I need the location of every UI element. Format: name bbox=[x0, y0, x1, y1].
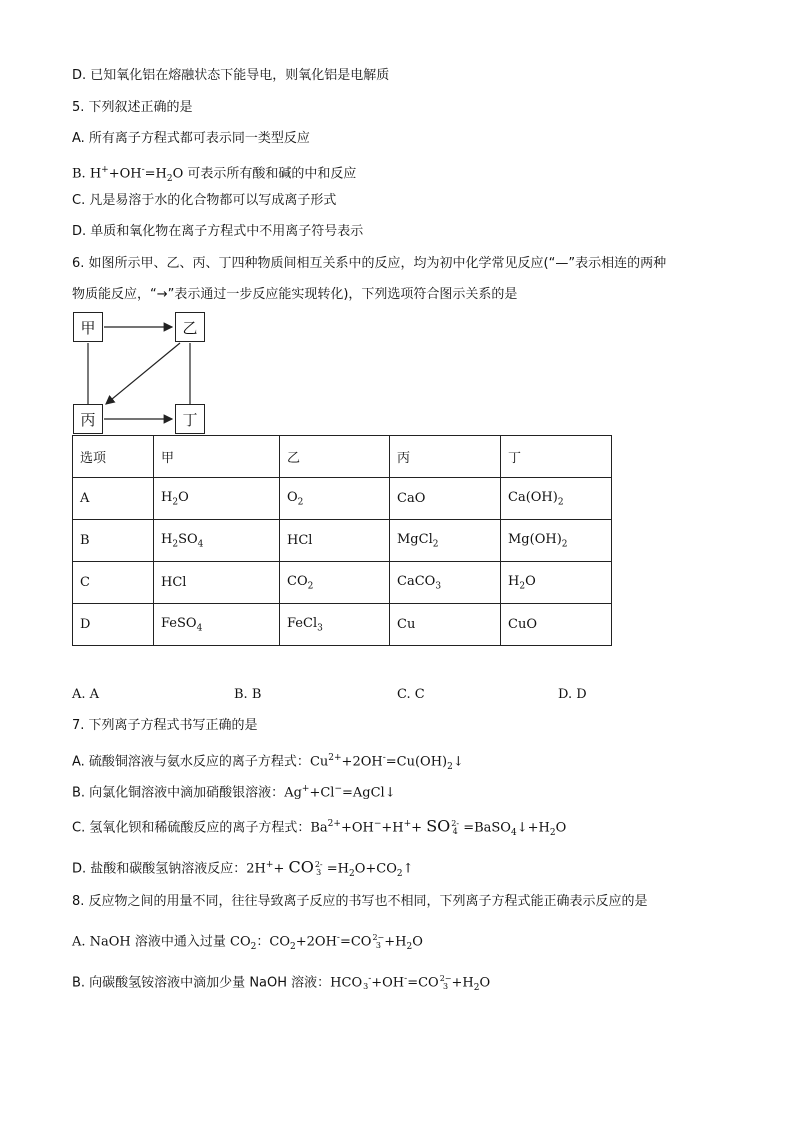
node-jia: 甲 bbox=[73, 312, 103, 342]
table-cell: A bbox=[73, 478, 154, 520]
table-header: 甲 bbox=[154, 436, 280, 478]
arrow-yi-bing bbox=[106, 343, 180, 404]
table-header: 丙 bbox=[390, 436, 501, 478]
table-cell: CaCO$_3$ bbox=[390, 562, 501, 604]
table-header: 乙 bbox=[280, 436, 390, 478]
node-yi: 乙 bbox=[175, 312, 205, 342]
answer-option-c[interactable]: C. C bbox=[397, 687, 425, 702]
q8-option-b: B. 向碳酸氢铵溶液中滴加少量 NaOH 溶液：HCO 3-+OH-=CO2− $3 +H_2O$ bbox=[72, 973, 491, 993]
q7-stem: 7. 下列离子方程式书写正确的是 bbox=[72, 718, 258, 733]
q6-stem-line2: 物质能反应，“→”表示通过一步反应能实现转化)，下列选项符合图示关系的是 bbox=[72, 287, 518, 302]
q5-option-b: B. $H^++OH^-=H_2O$ 可表示所有酸和碱的中和反应 bbox=[72, 165, 357, 184]
table-row bbox=[73, 478, 612, 520]
answer-option-b[interactable]: B. B bbox=[234, 687, 262, 702]
table-cell: B bbox=[73, 520, 154, 562]
table-cell: FeSO$_4$ bbox=[154, 604, 280, 646]
q8-stem: 8. 反应物之间的用量不同，往往导致离子反应的书写也不相同，下列离子方程式能正确表示反应的是 bbox=[72, 894, 648, 909]
table-cell: CaO bbox=[390, 478, 501, 520]
node-bing: 丙 bbox=[73, 404, 103, 434]
table-cell: FeCl$_3$ bbox=[280, 604, 390, 646]
table-cell: $CO_2$ bbox=[280, 562, 390, 604]
node-ding: 丁 bbox=[175, 404, 205, 434]
table-header: 选项 bbox=[73, 436, 154, 478]
table-cell: HCl bbox=[154, 562, 280, 604]
table-cell: Cu bbox=[390, 604, 501, 646]
answer-option-d[interactable]: D. D bbox=[558, 687, 587, 702]
q6-stem-line1: 6. 如图所示甲、乙、丙、丁四种物质间相互关系中的反应，均为初中化学常见反应(“—”表示相连的两种 bbox=[72, 256, 667, 271]
q7-option-b: B. 向氯化铜溶液中滴加硝酸银溶液：Ag++Cl−=AgCl↓ bbox=[72, 784, 396, 801]
q5-option-a: A. 所有离子方程式都可表示同一类型反应 bbox=[72, 131, 310, 146]
q8-option-a: A. NaOH 溶液中通入过量 $CO_2$：$CO_2+2OH^-=CO2-$ $3 +H_2O$ bbox=[72, 932, 423, 952]
table-cell: $Ca(OH)_2$ bbox=[501, 478, 612, 520]
table-cell: CuO bbox=[501, 604, 612, 646]
table-header: 丁 bbox=[501, 436, 612, 478]
table-cell: MgCl$_2$ bbox=[390, 520, 501, 562]
q7-option-c: C. 氢氧化钡和稀硫酸反应的离子方程式：$Ba^{2+}+OH^-+H^++ SO2-$ $4 =BaSO_4↓+H_2O$ bbox=[72, 816, 567, 838]
table-cell: HCl bbox=[280, 520, 390, 562]
table-cell: $Mg(OH)_2$ bbox=[501, 520, 612, 562]
q5-stem: 5. 下列叙述正确的是 bbox=[72, 100, 193, 115]
q4-option-d: D. 已知氧化铝在熔融状态下能导电，则氧化铝是电解质 bbox=[72, 68, 390, 83]
q7-option-a: A. 硫酸铜溶液与氨水反应的离子方程式：$Cu^{2+}+2OH^-=Cu(OH)_2↓$ bbox=[72, 753, 464, 772]
q7-option-d: D. 盐酸和碳酸氢钠溶液反应：2H++ CO2- $3 =H_2O+CO_2↑$ bbox=[72, 857, 414, 879]
q5-option-c: C. 凡是易溶于水的化合物都可以写成离子形式 bbox=[72, 193, 337, 208]
table-cell: $H_2O$ bbox=[501, 562, 612, 604]
table-header-row bbox=[73, 436, 612, 478]
q5-option-d: D. 单质和氧化物在离子方程式中不用离子符号表示 bbox=[72, 224, 364, 239]
table-cell: $H_2O$ bbox=[154, 478, 280, 520]
table-row bbox=[73, 520, 612, 562]
answer-option-a[interactable]: A. A bbox=[72, 687, 100, 702]
table-cell: C bbox=[73, 562, 154, 604]
options-table bbox=[72, 435, 612, 646]
table-row bbox=[73, 604, 612, 646]
table-cell: $H_2SO_4$ bbox=[154, 520, 280, 562]
table-cell: D bbox=[73, 604, 154, 646]
table-row bbox=[73, 562, 612, 604]
table-cell: $O_2$ bbox=[280, 478, 390, 520]
